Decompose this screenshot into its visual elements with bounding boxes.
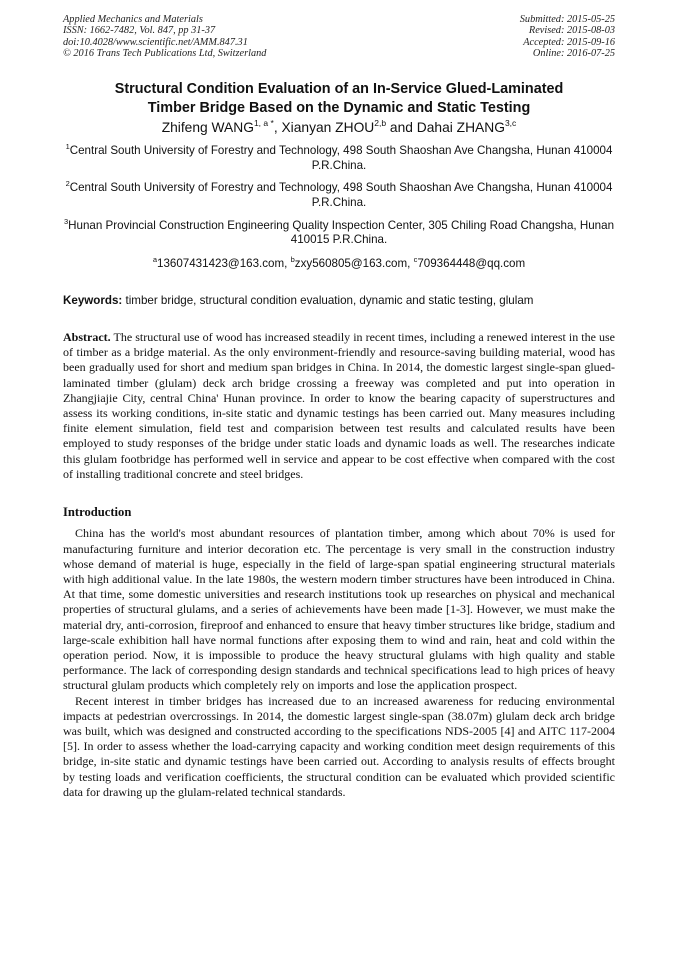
- author-name: Zhifeng WANG: [161, 120, 254, 136]
- affiliation-sup: 1: [65, 142, 70, 152]
- author-sup: 3,c: [504, 118, 517, 129]
- email-sup: b: [290, 254, 295, 264]
- email-sep: ,: [284, 256, 291, 270]
- keywords-label: Keywords:: [63, 294, 123, 308]
- intro-paragraph-2: Recent interest in timber bridges has increased due to an increased awareness for reducing environmental impacts at pedestrian overcrossings. In 2014, the domestic largest single-span (38.07m) glulam deck arch bridge was built, which was designed and constructed according to the specifications NDS-2005 [4] and AITC 117-2004 [5]. In order to assess whether the load-carrying capacity and working condition meet design requirements of this bridge, in-site static and dynamic testings have been carried out. According to analysis results of effects brought by testing loads and verification coefficients, the structural condition can be evaluated which provided scientific data for drawing up the glulam-related technical standards.: [63, 693, 615, 799]
- email-sup: c: [413, 254, 418, 264]
- journal-doi: doi:10.4028/www.scientific.net/AMM.847.31: [63, 36, 248, 48]
- abstract-label: Abstract.: [63, 329, 111, 344]
- abstract-text: The structural use of wood has increased steadily in recent times, including a renewed interest in the use of timber as a bridge material. As the only environment-friendly and resource-saving building material, wood has been gradually used for short and medium span bridges in China. In 2014, the domestic largest single-span glued-laminated timber (glulam) deck arch bridge crossing a freeway was completed and put into operation in Zhangjiajie City, central China' Hunan province. In order to know the bearing capacity of superstructures and assess its working conditions, in-site static and dynamic testings has been carried out. Many measures including finite element simulation, field test and comparision between test results and calculated results have been employed to study responses of the bridge under static loads and dynamic loads as well. The researches indicate this glulam footbridge has performed well in service and appear to be cost effective when compared with the cost of installing traditional concrete and steel bridges.: [63, 329, 615, 481]
- author-sup: 2,b: [374, 118, 387, 129]
- author-sep: ,: [273, 120, 282, 136]
- author-list: [63, 119, 615, 137]
- section-heading-introduction: Introduction: [63, 504, 132, 519]
- paper-page: [63, 14, 615, 800]
- journal-header: [63, 14, 615, 59]
- affiliation-text: Hunan Provincial Construction Engineering Quality Inspection Center, 305 Chiling Road Changsha, Hunan 410015 P.R.China.: [68, 218, 615, 247]
- journal-info: [63, 14, 266, 59]
- affiliation-sup: 2: [65, 179, 70, 189]
- author-sep: and: [386, 120, 417, 136]
- paper-title: [63, 80, 615, 117]
- journal-issn: ISSN: 1662-7482, Vol. 847, pp 31-37: [63, 25, 216, 37]
- intro-paragraph-1: China has the world's most abundant resources of plantation timber, among which about 70% is used for manufacturing furniture and interior decoration etc. The percentage is very small in the construction industry whose demand of material is huge, especially in the field of large-span spatial engineering structural materials with high additional value. In the late 1980s, the western modern timber structures have been introduced in China. At that time, some domestic universities and research institutions took up researches on physical and mechanical properties of structural glulams, and a series of achievements have been made [1-3]. However, we must make the material dry, anti-corrosion, fireproof and enhanced to ensure that heavy timber structures like bridge, stadium and large-scale exhibition hall have normal functions after exposing them to wind and rain, heat and cold within the operation period. Now, it is impossible to produce the heavy structural glulams with high quality and stable performance. The lack of corresponding design standards and technical specifications lead to high prices of heavy structural glulam products which completely rely on imports and lose the application prospect.: [63, 526, 615, 693]
- author-sup: 1, a *: [253, 118, 274, 129]
- email-sup: a: [152, 254, 157, 264]
- email-address: 709364448@qq.com: [417, 256, 526, 270]
- title-line-1: Structural Condition Evaluation of an In-Service Glued-Laminated: [114, 81, 564, 98]
- keywords-text: timber bridge, structural condition evaluation, dynamic and static testing, glulam: [122, 294, 534, 308]
- date-revised: Revised: 2015-08-03: [528, 25, 615, 37]
- submission-dates: [520, 14, 615, 59]
- email-sep: ,: [407, 256, 414, 270]
- date-accepted: Accepted: 2015-09-16: [523, 36, 615, 48]
- title-line-2: Timber Bridge Based on the Dynamic and Static Testing: [147, 99, 531, 116]
- date-online: Online: 2016-07-25: [532, 47, 615, 59]
- email-address: zxy560805@163.com: [294, 256, 408, 270]
- author-emails: [63, 254, 615, 272]
- journal-name: Applied Mechanics and Materials: [63, 14, 203, 25]
- keywords: [63, 294, 615, 309]
- abstract: [63, 330, 615, 482]
- affiliation-1: [63, 144, 615, 173]
- affiliation-text: Central South University of Forestry and Technology, 498 South Shaoshan Ave Changsha, Hunan 410004 P.R.China.: [69, 181, 613, 209]
- email-address: 13607431423@163.com: [157, 256, 285, 270]
- author-name: Xianyan ZHOU: [281, 120, 375, 136]
- affiliation-sup: 3: [63, 216, 69, 226]
- affiliation-2: [63, 181, 615, 210]
- date-submitted: Submitted: 2015-05-25: [519, 14, 615, 25]
- author-name: Dahai ZHANG: [416, 120, 505, 136]
- journal-copyright: © 2016 Trans Tech Publications Ltd, Switzerland: [63, 47, 267, 59]
- affiliation-3: [63, 216, 615, 248]
- affiliation-text: Central South University of Forestry and Technology, 498 South Shaoshan Ave Changsha, Hunan 410004 P.R.China.: [69, 144, 613, 172]
